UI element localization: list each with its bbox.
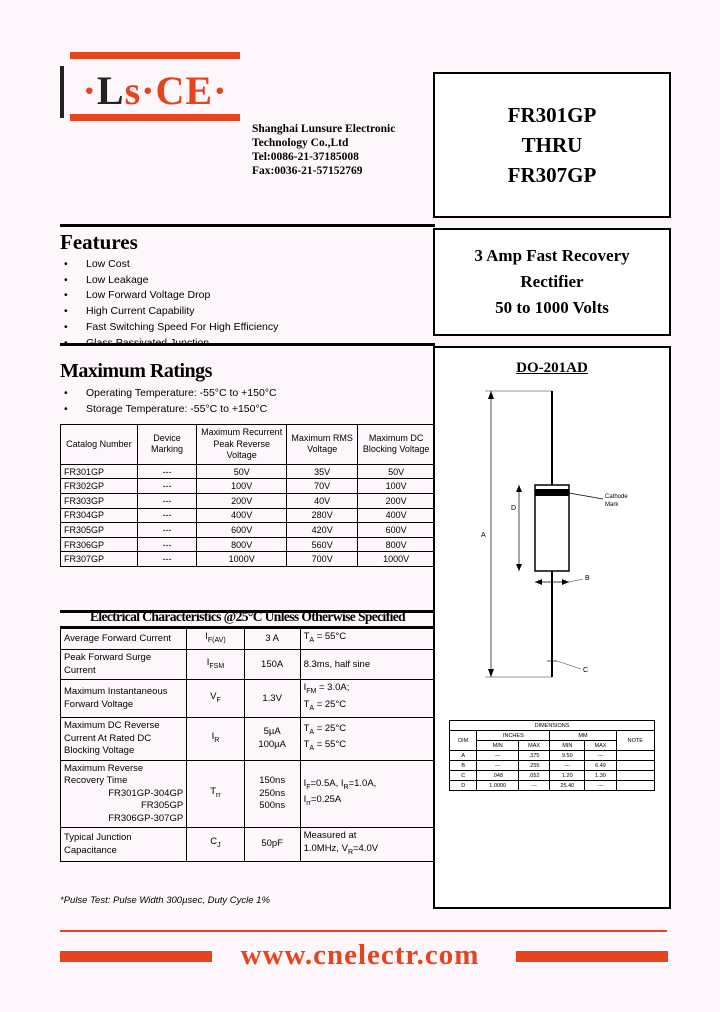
dim-cell bbox=[616, 751, 654, 761]
description-line2: Rectifier bbox=[520, 272, 584, 291]
svg-text:D: D bbox=[511, 505, 517, 512]
dim-group-row bbox=[450, 731, 655, 741]
param-label: Maximum Reverse Recovery Time bbox=[64, 762, 144, 787]
dim-col-note: NOTE bbox=[616, 731, 654, 751]
svg-text:Mark: Mark bbox=[605, 502, 619, 508]
pulse-test-note: *Pulse Test: Pulse Width 300µsec, Duty Cycle 1% bbox=[60, 895, 270, 906]
electrical-table bbox=[60, 628, 435, 862]
cell-dc: 400V bbox=[358, 508, 435, 523]
dim-cell bbox=[616, 771, 654, 781]
cell-peak: 50V bbox=[197, 464, 287, 479]
cond-reverse-recovery-time: $I_F=0.5A$, $I_R=1.0A$, $I_{rr}=0.25A$ bbox=[300, 760, 434, 828]
rating-label: Storage Temperature: -55°C to +150°C bbox=[86, 402, 268, 415]
feature-label: High Current Capability bbox=[86, 305, 195, 318]
value-average-forward-current: 3 A bbox=[244, 629, 300, 650]
cell-catalog: FR302GP bbox=[61, 479, 138, 494]
param-reverse-recovery-time bbox=[61, 760, 187, 828]
electrical-heading: Electrical Characteristics @25°C Unless Otherwise Specified bbox=[89, 609, 406, 624]
cell-catalog: FR303GP bbox=[61, 493, 138, 508]
cell-marking: --- bbox=[137, 508, 196, 523]
footer-divider bbox=[60, 930, 667, 932]
bullet-icon: • bbox=[64, 387, 68, 399]
table-row bbox=[61, 537, 435, 552]
table-row bbox=[450, 751, 655, 761]
dim-cell: D bbox=[450, 781, 477, 791]
company-logo bbox=[60, 52, 240, 137]
cell-dc: 800V bbox=[358, 537, 435, 552]
company-line2: Technology Co.,Ltd bbox=[252, 137, 349, 149]
cell-catalog: FR301GP bbox=[61, 464, 138, 479]
list-item bbox=[64, 304, 434, 320]
list-item bbox=[64, 386, 434, 402]
rating-label: Operating Temperature: -55°C to +150°C bbox=[86, 387, 277, 399]
col-peak-reverse: Maximum Recurrent Peak Reverse Voltage bbox=[197, 425, 287, 465]
table-row bbox=[61, 464, 435, 479]
feature-label: Low Leakage bbox=[86, 273, 149, 286]
cell-dc: 100V bbox=[358, 479, 435, 494]
cell-rms: 420V bbox=[287, 523, 358, 538]
features-heading: Features bbox=[60, 230, 138, 254]
cell-dc: 50V bbox=[358, 464, 435, 479]
cond-junction-capacitance: Measured at 1.0MHz, $V_R=4.0V$ bbox=[300, 828, 434, 862]
cell-catalog: FR307GP bbox=[61, 552, 138, 567]
cell-marking: --- bbox=[137, 493, 196, 508]
dim-cell: --- bbox=[518, 781, 549, 791]
maximum-ratings-list bbox=[64, 386, 434, 417]
cell-rms: 40V bbox=[287, 493, 358, 508]
symbol-ifsm: $I_{FSM}$ bbox=[187, 650, 245, 680]
dim-cell: C bbox=[450, 771, 477, 781]
value-peak-forward-surge: 150A bbox=[244, 650, 300, 680]
bullet-icon: • bbox=[64, 258, 68, 270]
value-reverse-current: 5µA 100µA bbox=[244, 718, 300, 761]
footer-url[interactable]: www.cnelectr.com bbox=[240, 939, 480, 971]
cell-marking: --- bbox=[137, 464, 196, 479]
table-row bbox=[450, 761, 655, 771]
cell-catalog: FR306GP bbox=[61, 537, 138, 552]
param-group-3: FR306GP-307GP bbox=[108, 812, 184, 824]
table-row bbox=[61, 479, 435, 494]
dim-col-mm-min: MIN bbox=[550, 741, 585, 751]
bullet-icon: • bbox=[64, 289, 68, 302]
svg-text:B: B bbox=[585, 575, 590, 582]
cell-marking: --- bbox=[137, 479, 196, 494]
col-device-marking: Device Marking bbox=[137, 425, 196, 465]
cell-dc: 200V bbox=[358, 493, 435, 508]
symbol-ir: $I_R$ bbox=[187, 718, 245, 761]
cell-peak: 1000V bbox=[197, 552, 287, 567]
value-forward-voltage: 1.3V bbox=[244, 680, 300, 718]
dim-col-in-max: MAX bbox=[518, 741, 549, 751]
company-line4: Fax:0036-21-57152769 bbox=[252, 165, 363, 177]
do-201ad-diagram bbox=[435, 377, 669, 717]
table-row bbox=[61, 523, 435, 538]
cond-forward-voltage: $I_{FM} = 3.0A$; $T_A = 25^\circ C$ bbox=[300, 680, 434, 718]
svg-text:Cathode: Cathode bbox=[605, 494, 628, 500]
dim-col-mm-max: MAX bbox=[585, 741, 616, 751]
cell-dc: 600V bbox=[358, 523, 435, 538]
table-row bbox=[61, 760, 435, 828]
logo-left-rule bbox=[60, 66, 64, 118]
cell-marking: --- bbox=[137, 537, 196, 552]
features-divider-bottom bbox=[60, 343, 435, 346]
part-number-last: FR307GP bbox=[507, 163, 597, 187]
part-number-first: FR301GP bbox=[507, 103, 597, 127]
dim-cell: --- bbox=[585, 781, 616, 791]
dim-cell: .255 bbox=[518, 761, 549, 771]
list-item bbox=[64, 402, 434, 418]
symbol-cj: $C_J$ bbox=[187, 828, 245, 862]
features-divider-top bbox=[60, 224, 435, 227]
cell-dc: 1000V bbox=[358, 552, 435, 567]
table-row bbox=[61, 650, 435, 680]
package-title: DO-201AD bbox=[516, 360, 588, 376]
list-item bbox=[64, 273, 434, 289]
features-list bbox=[64, 257, 434, 351]
dim-cell: B bbox=[450, 761, 477, 771]
company-address bbox=[252, 122, 452, 178]
param-group-1: FR301GP-304GP bbox=[108, 787, 184, 799]
dim-cell: .375 bbox=[518, 751, 549, 761]
dim-cell: 9.50 bbox=[550, 751, 585, 761]
dim-cell: --- bbox=[477, 761, 519, 771]
value-reverse-recovery-time: 150ns 250ns 500ns bbox=[244, 760, 300, 828]
part-number-thru: THRU bbox=[521, 133, 583, 157]
param-average-forward-current: Average Forward Current bbox=[61, 629, 187, 650]
symbol-vf: $V_F$ bbox=[187, 680, 245, 718]
table-row bbox=[450, 781, 655, 791]
param-peak-forward-surge: Peak Forward Surge Current bbox=[61, 650, 187, 680]
dimensions-table-wrap bbox=[449, 720, 655, 791]
bullet-icon: • bbox=[64, 402, 68, 415]
cell-peak: 800V bbox=[197, 537, 287, 552]
dim-cell: A bbox=[450, 751, 477, 761]
table-header-row bbox=[61, 425, 435, 465]
col-rms-voltage: Maximum RMS Voltage bbox=[287, 425, 358, 465]
dim-cell: 1.30 bbox=[585, 771, 616, 781]
svg-text:C: C bbox=[583, 667, 589, 674]
cell-rms: 280V bbox=[287, 508, 358, 523]
cell-rms: 560V bbox=[287, 537, 358, 552]
maximum-ratings-heading: Maximum Ratings bbox=[60, 360, 212, 382]
bullet-icon: • bbox=[64, 273, 68, 286]
description-line3: 50 to 1000 Volts bbox=[495, 298, 609, 317]
cell-peak: 400V bbox=[197, 508, 287, 523]
cond-reverse-current: $T_A = 25^\circ C$ $T_A = 55^\circ C$ bbox=[300, 718, 434, 761]
table-row bbox=[61, 718, 435, 761]
dimensions-table bbox=[449, 720, 655, 791]
dim-cell: 1.20 bbox=[550, 771, 585, 781]
cell-rms: 70V bbox=[287, 479, 358, 494]
product-description-box bbox=[433, 228, 671, 336]
dim-group-mm: MM bbox=[550, 731, 616, 741]
cell-marking: --- bbox=[137, 552, 196, 567]
dim-cell: .052 bbox=[518, 771, 549, 781]
package-drawing bbox=[435, 377, 669, 717]
cell-peak: 100V bbox=[197, 479, 287, 494]
cell-peak: 600V bbox=[197, 523, 287, 538]
dimensions-title: DIMENSIONS bbox=[450, 721, 655, 731]
symbol-if-av: $I_{F(AV)}$ bbox=[187, 629, 245, 650]
feature-label: Fast Switching Speed For High Efficiency bbox=[86, 320, 279, 333]
dim-cell: 1.0000 bbox=[477, 781, 519, 791]
part-number-box bbox=[433, 72, 671, 218]
table-row bbox=[61, 508, 435, 523]
cell-peak: 200V bbox=[197, 493, 287, 508]
param-junction-capacitance: Typical Junction Capacitance bbox=[61, 828, 187, 862]
dim-group-inches: INCHES bbox=[477, 731, 550, 741]
list-item bbox=[64, 320, 434, 336]
description-line1: 3 Amp Fast Recovery bbox=[474, 246, 630, 265]
col-dc-blocking: Maximum DC Blocking Voltage bbox=[358, 425, 435, 465]
dim-cell: --- bbox=[585, 751, 616, 761]
value-junction-capacitance: 50pF bbox=[244, 828, 300, 862]
cell-catalog: FR305GP bbox=[61, 523, 138, 538]
table-row bbox=[61, 493, 435, 508]
param-group-2: FR305GP bbox=[140, 800, 184, 812]
ratings-table bbox=[60, 424, 435, 567]
cell-catalog: FR304GP bbox=[61, 508, 138, 523]
svg-text:A: A bbox=[481, 532, 486, 539]
feature-label: Low Cost bbox=[86, 258, 130, 270]
table-row bbox=[61, 629, 435, 650]
package-outline-box bbox=[433, 346, 671, 909]
dim-cell: --- bbox=[477, 751, 519, 761]
logo-bar-top bbox=[70, 52, 240, 59]
cond-peak-forward-surge: 8.3ms, half sine bbox=[300, 650, 434, 680]
bullet-icon: • bbox=[64, 305, 68, 318]
dim-cell bbox=[616, 781, 654, 791]
company-line3: Tel:0086-21-37185008 bbox=[252, 151, 359, 163]
param-forward-voltage: Maximum Instantaneous Forward Voltage bbox=[61, 680, 187, 718]
cell-rms: 700V bbox=[287, 552, 358, 567]
list-item bbox=[64, 288, 434, 304]
dim-cell: .048 bbox=[477, 771, 519, 781]
list-item bbox=[64, 257, 434, 273]
bullet-icon: • bbox=[64, 320, 68, 333]
logo-bar-bottom bbox=[70, 114, 240, 121]
col-catalog-number: Catalog Number bbox=[61, 425, 138, 465]
dim-cell bbox=[616, 761, 654, 771]
dim-col-in-min: MIN bbox=[477, 741, 519, 751]
cond-average-forward-current: $T_A = 55^\circ C$ bbox=[300, 629, 434, 650]
table-row bbox=[450, 771, 655, 781]
feature-label: Low Forward Voltage Drop bbox=[86, 289, 211, 302]
dim-title-row bbox=[450, 721, 655, 731]
table-row bbox=[61, 552, 435, 567]
dim-cell: 25.40 bbox=[550, 781, 585, 791]
param-reverse-current: Maximum DC Reverse Current At Rated DC Blocking Voltage bbox=[61, 718, 187, 761]
dim-col-dim: DIM bbox=[450, 731, 477, 751]
logo-text: · L s · CE · bbox=[82, 67, 228, 113]
cell-marking: --- bbox=[137, 523, 196, 538]
cell-rms: 35V bbox=[287, 464, 358, 479]
table-row bbox=[61, 680, 435, 718]
company-line1: Shanghai Lunsure Electronic bbox=[252, 123, 396, 135]
symbol-trr: $T_{rr}$ bbox=[187, 760, 245, 828]
dim-cell: 6.49 bbox=[585, 761, 616, 771]
dim-cell: --- bbox=[550, 761, 585, 771]
table-row bbox=[61, 828, 435, 862]
